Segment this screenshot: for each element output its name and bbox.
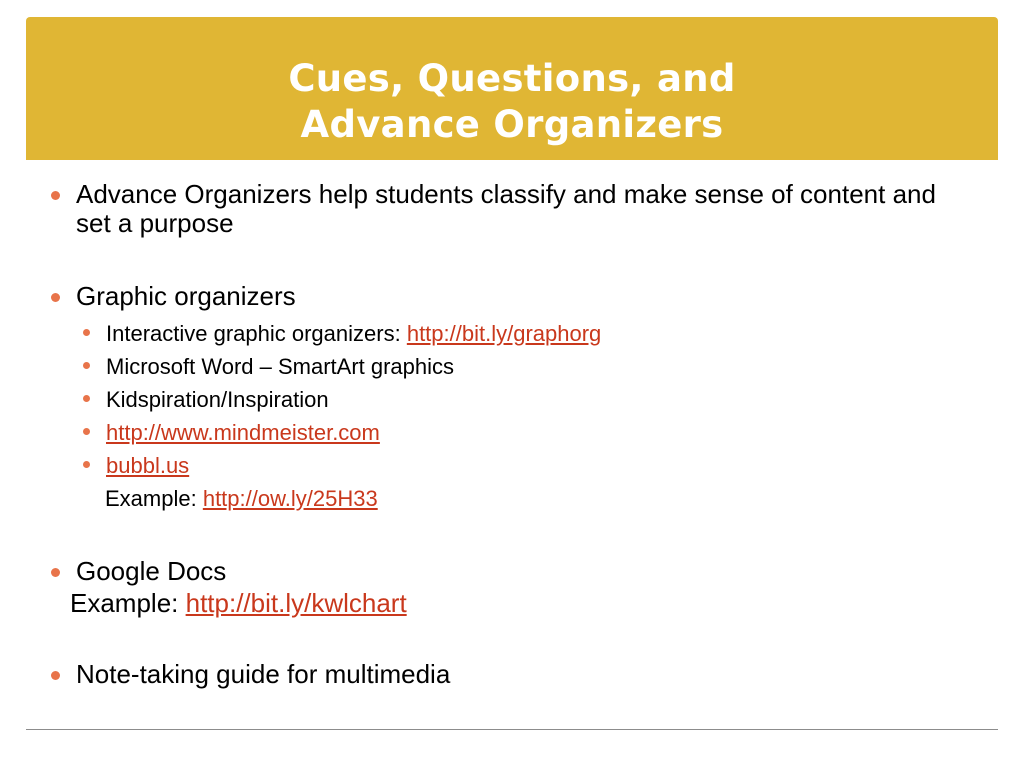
graphic-example-line bbox=[48, 482, 968, 515]
bullet-dot-icon bbox=[51, 293, 60, 302]
mindmeister-link[interactable]: http://www.mindmeister.com bbox=[106, 420, 380, 445]
sub-bullet-dot-icon bbox=[83, 329, 90, 336]
sub-item-bubbl bbox=[48, 449, 968, 482]
title-banner bbox=[26, 17, 998, 160]
graphic-organizers-sublist bbox=[48, 317, 968, 515]
bullet-advance-organizers-text: Advance Organizers help students classify and make sense of content and set a purpose bbox=[76, 179, 936, 238]
sub-bullet-dot-icon bbox=[83, 461, 90, 468]
kwlchart-link[interactable]: http://bit.ly/kwlchart bbox=[185, 588, 407, 618]
sub-item-kidspiration bbox=[48, 383, 968, 416]
sub-bullet-dot-icon bbox=[83, 362, 90, 369]
google-example-label: Example: bbox=[70, 588, 186, 618]
sub-item-word-text: Microsoft Word – SmartArt graphics bbox=[106, 354, 455, 379]
owly-example-link[interactable]: http://ow.ly/25H33 bbox=[202, 486, 378, 511]
bullet-note-taking-text: Note-taking guide for multimedia bbox=[76, 659, 451, 689]
sub-item-interactive-label: Interactive graphic organizers: bbox=[106, 321, 407, 346]
bullet-graphic-organizers bbox=[48, 282, 968, 311]
sub-item-mindmeister bbox=[48, 416, 968, 449]
slide-title-line-2: Advance Organizers bbox=[300, 103, 724, 146]
footer-divider bbox=[26, 729, 998, 730]
sub-item-word bbox=[48, 350, 968, 383]
google-example-line bbox=[48, 586, 968, 620]
bullet-google-docs bbox=[48, 557, 968, 586]
bullet-note-taking bbox=[48, 660, 968, 689]
bullet-dot-icon bbox=[51, 191, 60, 200]
bubbl-link[interactable]: bubbl.us bbox=[106, 453, 190, 478]
bullet-advance-organizers bbox=[48, 180, 968, 238]
bullet-google-docs-text: Google Docs bbox=[76, 556, 227, 586]
bullet-graphic-organizers-text: Graphic organizers bbox=[76, 281, 296, 311]
bullet-dot-icon bbox=[51, 568, 60, 577]
graphic-example-label: Example: bbox=[105, 486, 203, 511]
sub-item-interactive bbox=[48, 317, 968, 350]
sub-bullet-dot-icon bbox=[83, 428, 90, 435]
sub-bullet-dot-icon bbox=[83, 395, 90, 402]
slide-title-line-1: Cues, Questions, and bbox=[288, 57, 736, 100]
graphorg-link[interactable]: http://bit.ly/graphorg bbox=[406, 321, 602, 346]
slide-title bbox=[26, 56, 998, 148]
slide-content bbox=[48, 180, 968, 689]
sub-item-kidspiration-text: Kidspiration/Inspiration bbox=[106, 387, 329, 412]
bullet-dot-icon bbox=[51, 671, 60, 680]
